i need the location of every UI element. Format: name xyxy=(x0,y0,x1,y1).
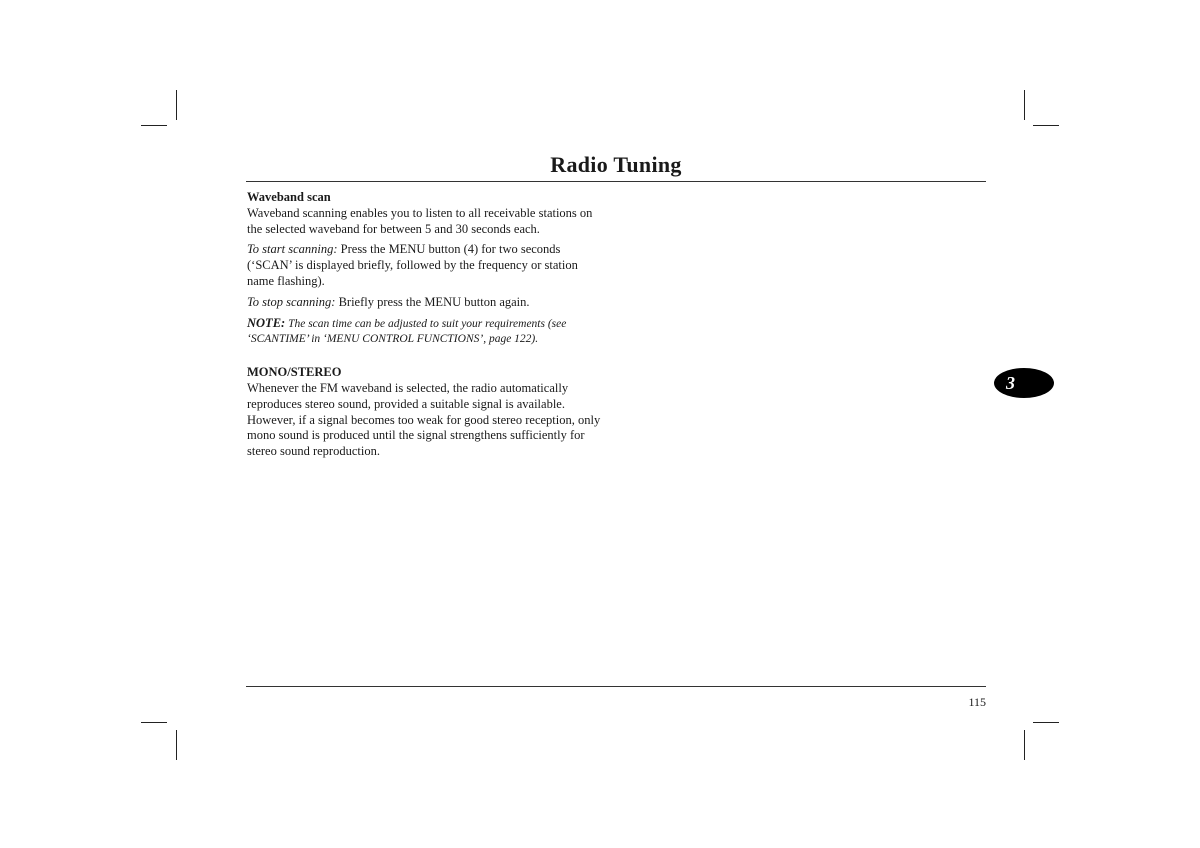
crop-mark xyxy=(141,722,167,723)
page-title: Radio Tuning xyxy=(550,152,682,177)
waveband-scan-heading: Waveband scan xyxy=(247,190,331,204)
start-scanning-label: To start scanning: xyxy=(247,242,338,257)
crop-mark xyxy=(141,125,167,126)
waveband-scan-intro: Waveband scanning enables you to listen to all receivable stations on the selected waveband for between 5 and 30 seconds each. xyxy=(247,205,593,236)
page-number: 115 xyxy=(968,695,986,709)
note-text: The scan time can be adjusted to suit your requirements (see ‘SCANTIME’ in ‘MENU CONTROL FUNCTIONS’, page 122). xyxy=(247,317,567,346)
note-label: NOTE: xyxy=(247,315,286,330)
crop-mark xyxy=(176,90,177,120)
mono-stereo-body: Whenever the FM waveband is selected, the radio automatically reproduces stereo sound, provided a suitable signal is available. However, if a signal becomes too weak for good stereo reception, only mono sound is produced until the signal strengthens sufficiently for stereo sound reproduction. xyxy=(247,380,601,459)
section-gap xyxy=(247,353,602,365)
crop-mark xyxy=(176,730,177,760)
crop-mark xyxy=(1024,90,1025,120)
crop-mark xyxy=(1024,730,1025,760)
crop-mark xyxy=(1033,722,1059,723)
crop-mark xyxy=(1033,125,1059,126)
stop-scanning-text: Briefly press the MENU button again. xyxy=(335,294,530,309)
scan-note xyxy=(247,316,602,349)
stop-scanning-label: To stop scanning: xyxy=(247,294,336,309)
chapter-tab: 3 xyxy=(994,368,1054,398)
waveband-scan-section xyxy=(247,190,602,237)
mono-stereo-section xyxy=(247,365,602,460)
mono-stereo-heading: MONO/STEREO xyxy=(247,365,342,380)
stop-scanning-paragraph xyxy=(247,295,602,311)
start-scanning-paragraph xyxy=(247,242,602,289)
page-content xyxy=(247,190,602,465)
header-rule xyxy=(246,181,986,182)
footer-rule xyxy=(246,686,986,687)
start-scanning-text: Press the MENU button (4) for two seconds (‘SCAN’ is displayed briefly, followed by the frequency or station name flashing). xyxy=(247,242,578,288)
